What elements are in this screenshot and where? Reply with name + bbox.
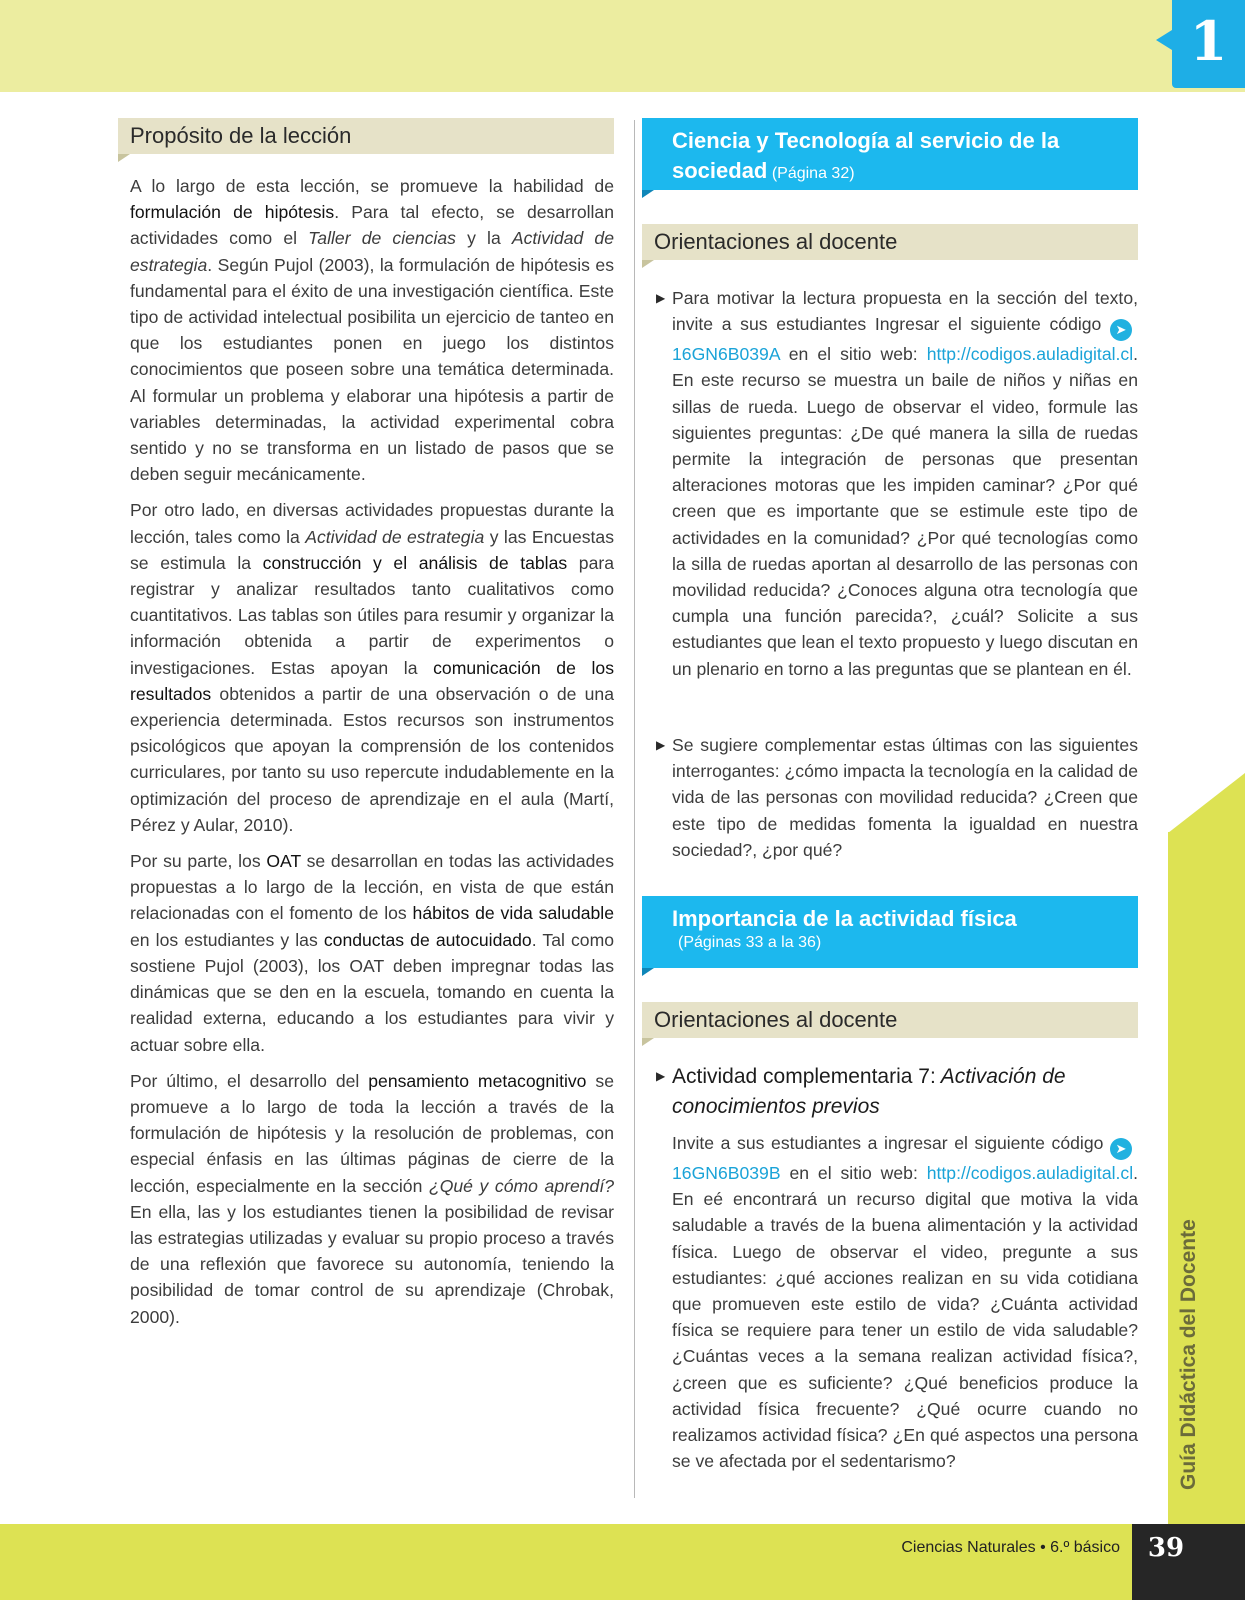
text: obtenidos a partir de una observación o de una experiencia determinada. Estos recursos son instrumentos psicológicos que apoyan la comprensión de los contenidos curriculares, por tanto su uso repercute indudablemente en la optimización del proceso de aprendizaje en el aula (Martí, Pérez y Aular, 2010). (130, 683, 614, 835)
rocket-icon: ➤ (1110, 319, 1132, 341)
heading-tail (642, 260, 654, 268)
column-divider (634, 120, 635, 1498)
text: . Según Pujol (2003), la formulación de hipótesis es fundamental para el éxito de una investigación científica. Este tipo de actividad intelectual posibilita un ejercicio de tanteo en que los estudiantes ponen en juego los distintos conocimientos que poseen sobre una temática determinada. Al formular un problema y elaborar una hipótesis a partir de variables determinadas, la actividad experimental cobra sentido y no se transforma en un listado de pasos que se deben seguir mecánicamente. (130, 254, 614, 485)
text: se promueve a lo largo de toda la lección a través de la formulación de hipótesis y la resolución de problemas, con especial énfasis en las últimas páginas de cierre de la lección, especialmente en la sección (130, 1070, 614, 1196)
text: . En eé encontrará un recurso digital que motiva la vida saludable a través de la buena alimentación y la actividad física. Luego de observar el video, pregunte a sus estudiantes: ¿qué acciones realizan en su vida cotidiana que promueven este estilo de vida? ¿Cuánta actividad física se requiere para tener un estilo de vida saludable? ¿Cuántas veces a la semana realizan actividad física?, ¿creen que es suficiente? ¿Qué beneficios produce la actividad física frecuente? ¿Qué ocurre cuando no realizamos actividad física? ¿En qué aspectos una persona se ve afectada por el sedentarismo? (672, 1163, 1138, 1472)
section-title: Importancia de la actividad física (672, 906, 1017, 931)
activity-title (672, 1062, 1138, 1122)
chapter-number: 1 (1189, 9, 1228, 73)
highlight-text: pensamiento metacognitivo (368, 1070, 587, 1091)
resource-link[interactable]: http://codigos.auladigital.cl (926, 344, 1134, 365)
highlight-text: construcción y el análisis de tablas (262, 552, 568, 573)
page-number: 39 (1147, 1533, 1185, 1563)
activity-label: Actividad complementaria 7: (672, 1065, 936, 1088)
section-physical-activity-header (642, 896, 1138, 968)
text: Invite a sus estudiantes a ingresar el siguiente código (672, 1133, 1110, 1153)
resource-code: 16GN6B039A (672, 344, 780, 365)
section-science-technology-header (642, 118, 1138, 190)
text: Para motivar la lectura propuesta en la sección del texto, invite a sus estudiantes Ingresar el siguiente código (672, 288, 1138, 335)
bullet-triangle-icon: ▶ (656, 738, 666, 752)
text: Por su parte, los (130, 851, 267, 872)
section-pages: (Páginas 33 a la 36) (678, 934, 822, 951)
bullet-reading-motivation (672, 285, 1138, 682)
text: y la (455, 228, 512, 249)
text: se desarrollan en todas las actividades propuestas a lo largo de la lección, en vista de que están relacionadas con el fomento de los (130, 851, 614, 924)
highlight-text: hábitos de vida saludable (412, 903, 614, 924)
header-tail (642, 190, 654, 198)
text: A lo largo de esta lección, se promueve la habilidad de (130, 176, 614, 196)
highlight-text: comunicación de los resultados (130, 657, 614, 704)
highlight-text: conductas de autocuidado (323, 929, 532, 950)
italic-text: ¿Qué y cómo aprendí? (428, 1175, 614, 1196)
header-band (0, 0, 1245, 92)
text: para registrar y analizar resultados tanto cualitativos como cuantitativos. Las tablas son útiles para resumir y organizar la información obtenida a partir de experimentos o investigaciones. Estas apoyan la (130, 552, 615, 678)
highlight-text: formulación de hipótesis (130, 202, 335, 223)
bullet-triangle-icon: ▶ (656, 1069, 666, 1083)
text: en los estudiantes y las (130, 929, 324, 950)
text: en el sitio web: (779, 344, 927, 365)
text: en el sitio web: (780, 1163, 927, 1183)
text: . Para tal efecto, se desarrollan actividades como el (130, 202, 614, 249)
side-title: Guía Didáctica del Docente (1177, 1219, 1200, 1490)
rocket-icon: ➤ (1110, 1138, 1132, 1160)
bullet-triangle-icon: ▶ (656, 291, 666, 305)
paragraph-metacognitive (130, 1068, 614, 1330)
text: . Tal como sostiene Pujol (2003), los OAT deben impregnar todas las dinámicas que se den en la escuela, tomando en cuenta la realidad externa, educando a los estudiantes para vivir y actuar sobre ella. (130, 929, 615, 1055)
resource-link[interactable]: http://codigos.auladigital.cl (926, 1163, 1134, 1183)
activity-body (672, 1130, 1138, 1474)
footer-subject: Ciencias Naturales • 6.º básico (901, 1539, 1120, 1556)
teacher-guidance-heading-2: Orientaciones al docente (642, 1002, 1138, 1038)
paragraph-tables (130, 497, 614, 838)
side-band-corner (1168, 773, 1245, 833)
bullet-complementary-questions: Se sugiere complementar estas últimas con las siguientes interrogantes: ¿cómo impacta la tecnología en la calidad de vida de las personas con movilidad reducida? ¿Creen que este tipo de medidas fomenta la igualdad en nuestra sociedad?, ¿por qué? (672, 735, 1138, 860)
highlight-text: OAT (266, 851, 301, 872)
text: En ella, las y los estudiantes tienen la posibilidad de revisar las estrategias utilizadas y evaluar su propio proceso a través de una reflexión que favorece su autonomía, teniendo la posibilidad de tomar control de su aprendizaje (Chrobak, 2000). (130, 1201, 614, 1327)
left-column (130, 173, 614, 1340)
lesson-purpose-heading: Propósito de la lección (118, 118, 614, 154)
italic-text: Taller de ciencias (308, 228, 456, 249)
text: . En este recurso se muestra un baile de niños y niñas en sillas de rueda. Luego de observar el video, formule las siguientes preguntas: ¿De qué manera la silla de ruedas permite la integración de personas que presentan alteraciones motoras que les impiden caminar? ¿Por qué creen que es importante que se estimule este tipo de actividades en la comunidad? ¿Por qué tecnologías como la silla de ruedas aportan al desarrollo de las personas con movilidad reducida? ¿Conoces alguna otra tecnología que cumpla una función parecida?, ¿cuál? Solicite a sus estudiantes que lean el texto propuesto y luego discutan en un plenario en torno a las preguntas que se plantean en él. (672, 344, 1138, 679)
text: Por otro lado, en diversas actividades propuestas durante la lección, tales como la (130, 500, 614, 547)
heading-tail (642, 1038, 654, 1046)
italic-text: Actividad de estrategia (305, 526, 485, 547)
paragraph-oat (130, 848, 614, 1058)
section-title: Ciencia y Tecnología al servicio de la sociedad (672, 128, 1060, 183)
chapter-tab-notch (1156, 30, 1172, 50)
paragraph-hypothesis (130, 173, 614, 487)
heading-tail (118, 154, 130, 162)
resource-code: 16GN6B039B (672, 1163, 781, 1183)
text: y las Encuestas se estimula la (130, 526, 615, 573)
teacher-guidance-heading: Orientaciones al docente (642, 224, 1138, 260)
italic-text: Actividad de estrategia (130, 228, 614, 275)
header-tail (642, 968, 654, 976)
activity-name: Activación de conocimientos previos (672, 1065, 1066, 1118)
text: Por último, el desarrollo del (130, 1070, 369, 1091)
section-pages: (Página 32) (771, 165, 855, 182)
